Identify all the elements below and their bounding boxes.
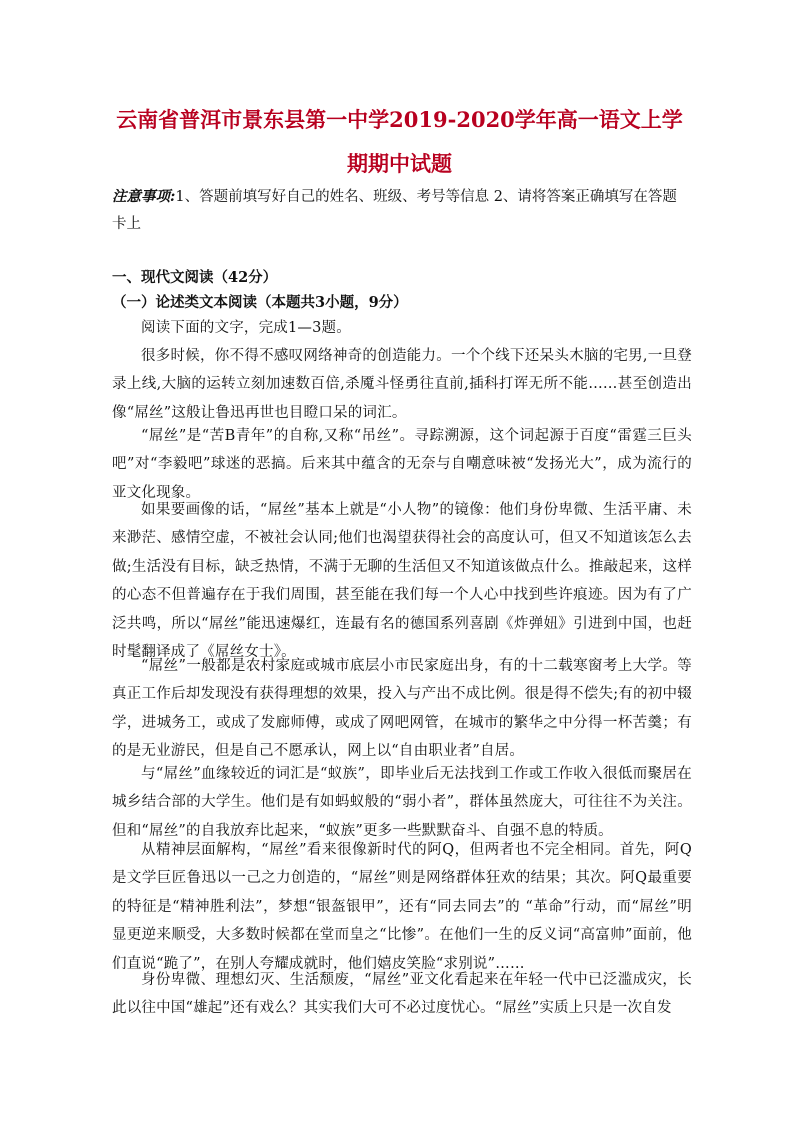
reading-instruction: 阅读下面的文字，完成1—3题。 — [141, 320, 351, 336]
notice-text: 1、答题前填写好自己的姓名、班级、考号等信息 2、请将答案正确填写在答题卡上 — [112, 189, 677, 232]
subsection-heading: （一）论述类文本阅读（本题共3小题，9分） — [112, 294, 408, 311]
paragraph-3: 如果要画像的话，“屌丝”基本上就是“小人物”的镜像：他们身份卑微、生活平庸、未来渺茫、感情空虚，不被社会认同;他们也渴望获得社会的高度认可，但又不知道该怎么去做;生活没有目标，缺乏热情，不满于无聊的生活但又不知道该做点什么。推敲起来，这样的心态不但普遍存在于我们周围，甚至能在我们每一个人心中找到些许痕迹。因为有了广泛共鸣，所以“屌丝”能迅速爆红，连最有名的德国系列喜剧《炸弹妞》引进到中国，也赶时髦翻译成了《屌丝女士》。 — [112, 502, 692, 661]
paragraph-2: “屌丝”是“苦B青年”的自称,又称“吊丝”。寻踪溯源，这个词起源于百度“雷霆三巨头吧”对“李毅吧”球迷的恶搞。后来其中蕴含的无奈与自嘲意味被“发扬光大”，成为流行的亚文化现象。 — [112, 428, 692, 501]
paragraph-1: 很多时候，你不得不感叹网络神奇的创造能力。一个个线下还呆头木脑的宅男,一旦登录上线,大脑的运转立刻加速数百倍,杀魇斗怪勇往直前,插科打诨无所不能……甚至创造出像“屌丝”这般让鲁迅再世也目瞪口呆的词汇。 — [112, 348, 692, 421]
notice-block — [112, 183, 690, 238]
paragraph-5: 与“屌丝”血缘较近的词汇是“蚁族”，即毕业后无法找到工作或工作收入很低而聚居在城乡结合部的大学生。他们是有如蚂蚁般的“弱小者”，群体虽然庞大，可往往不为关注。但和“屌丝”的自我放弃比起来，“蚁族”更多一些默默奋斗、自强不息的特质。 — [112, 766, 692, 839]
paragraph-7: 身份卑微、理想幻灭、生活颓废，“屌丝”亚文化看起来在年轻一代中已泛滥成灾，长此以往中国“雄起”还有戏么？其实我们大可不必过度忧心。“屌丝”实质上只是一次自发 — [112, 972, 692, 1017]
notice-label: 注意事项: — [112, 188, 176, 205]
section-heading: 一、现代文阅读（42分） — [112, 269, 278, 286]
paragraph-4: “屌丝”一般都是农村家庭或城市底层小市民家庭出身，有的十二载寒窗考上大学。等真正工作后却发现没有获得理想的效果，投入与产出不成比例。很是得不偿失;有的初中辍学，进城务工，或成了发廊师傅，或成了网吧网管，在城市的繁华之中分得一杯苦羹；有的是无业游民，但是自己不愿承认，网上以“自由职业者”自居。 — [112, 658, 692, 760]
paragraph-6: 从精神层面解构，“屌丝”看来很像新时代的阿Q，但两者也不完全相同。首先，阿Q是文学巨匠鲁迅以一己之力创造的，“屌丝”则是网络群体狂欢的结果；其次。阿Q最重要的特征是“精神胜利法”，梦想“银盔银甲”，还有“同去同去”的 “革命”行动，而“屌丝”明显更逆来顺受，大多数时候都在堂而皇之“比惨”。在他们一生的反义词“高富帅”面前，他们直说“跪了”，在别人夸耀成就时，他们嬉皮笑脸“求别说”…… — [112, 842, 692, 972]
document-title: 云南省普洱市景东县第一中学2019-2020学年高一语文上学期期中试题 — [116, 107, 683, 176]
